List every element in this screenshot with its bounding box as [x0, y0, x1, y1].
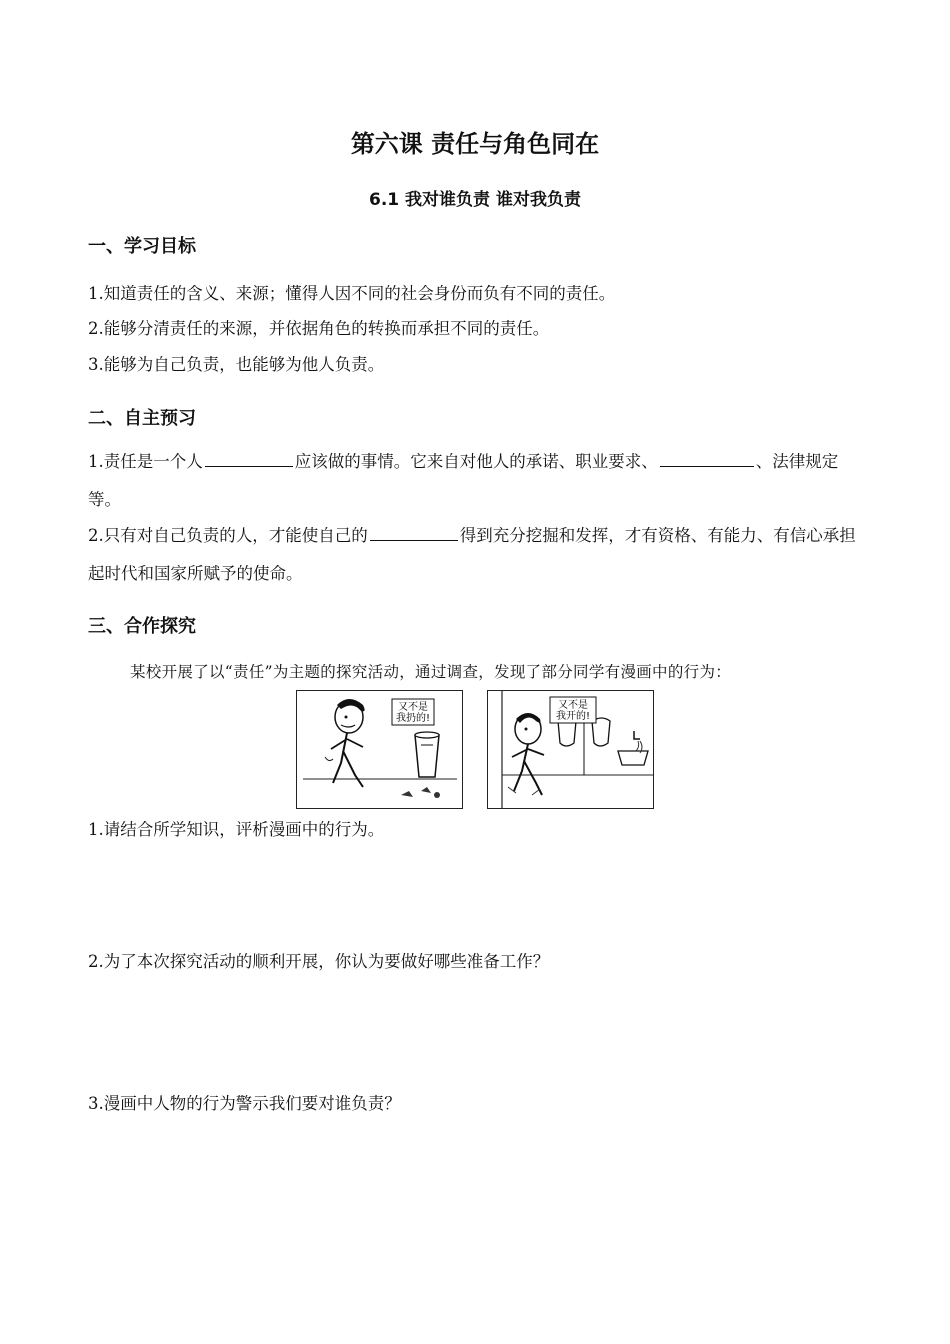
answer-blank[interactable]	[205, 446, 293, 467]
answer-blank[interactable]	[660, 446, 754, 467]
objective-item: 2.能够分清责任的来源，并依据角色的转换而承担不同的责任。	[88, 319, 550, 338]
objective-item: 1.知道责任的含义、来源；懂得人因不同的社会身份而负有不同的责任。	[88, 284, 616, 303]
preview-question-1	[88, 443, 866, 519]
inquiry-question-1: 1.请结合所学知识，评析漫画中的行为。	[88, 820, 385, 839]
section-heading-objectives: 一、学习目标	[88, 236, 196, 257]
inquiry-intro: 某校开展了以“责任”为主题的探究活动，通过调查，发现了部分同学有漫画中的行为：	[130, 663, 732, 681]
comic-faucet-bubble-line: 又不是	[558, 700, 588, 711]
page-title: 第六课 责任与角色同在	[350, 130, 600, 158]
preview-q1-text-c: 、法律规定等。	[88, 452, 839, 509]
inquiry-question-3: 3.漫画中人物的行为警示我们要对谁负责？	[88, 1094, 401, 1113]
comic-faucet-bubble-line: 我开的!	[555, 711, 591, 722]
section-heading-inquiry: 三、合作探究	[88, 616, 196, 637]
comic-faucet	[487, 690, 654, 809]
comic-litter-drawing	[297, 691, 462, 808]
comic-faucet-drawing	[488, 691, 653, 808]
section-heading-preview: 二、自主预习	[88, 408, 196, 429]
comic-litter	[296, 690, 463, 809]
objective-item: 3.能够为自己负责，也能够为他人负责。	[88, 355, 385, 374]
answer-blank[interactable]	[370, 520, 458, 541]
preview-q1-text-b: 应该做的事情。它来自对他人的承诺、职业要求、	[294, 452, 658, 471]
preview-q2-text-b: 得到充分挖掘和发挥，才有资格、有能力、有信心承担起时代和国家所赋予的使命。	[88, 526, 856, 583]
preview-q2-text-a: 2.只有对自己负责的人，才能使自己的	[88, 526, 368, 545]
comic-litter-bubble-line: 我扔的!	[395, 713, 431, 724]
preview-q1-text-a: 1.责任是一个人	[88, 452, 203, 471]
page-subtitle: 6.1 我对谁负责 谁对我负责	[369, 190, 581, 210]
preview-question-2	[88, 517, 866, 593]
comic-litter-bubble-line: 又不是	[398, 702, 428, 713]
inquiry-question-2: 2.为了本次探究活动的顺利开展，你认为要做好哪些准备工作？	[88, 952, 550, 971]
